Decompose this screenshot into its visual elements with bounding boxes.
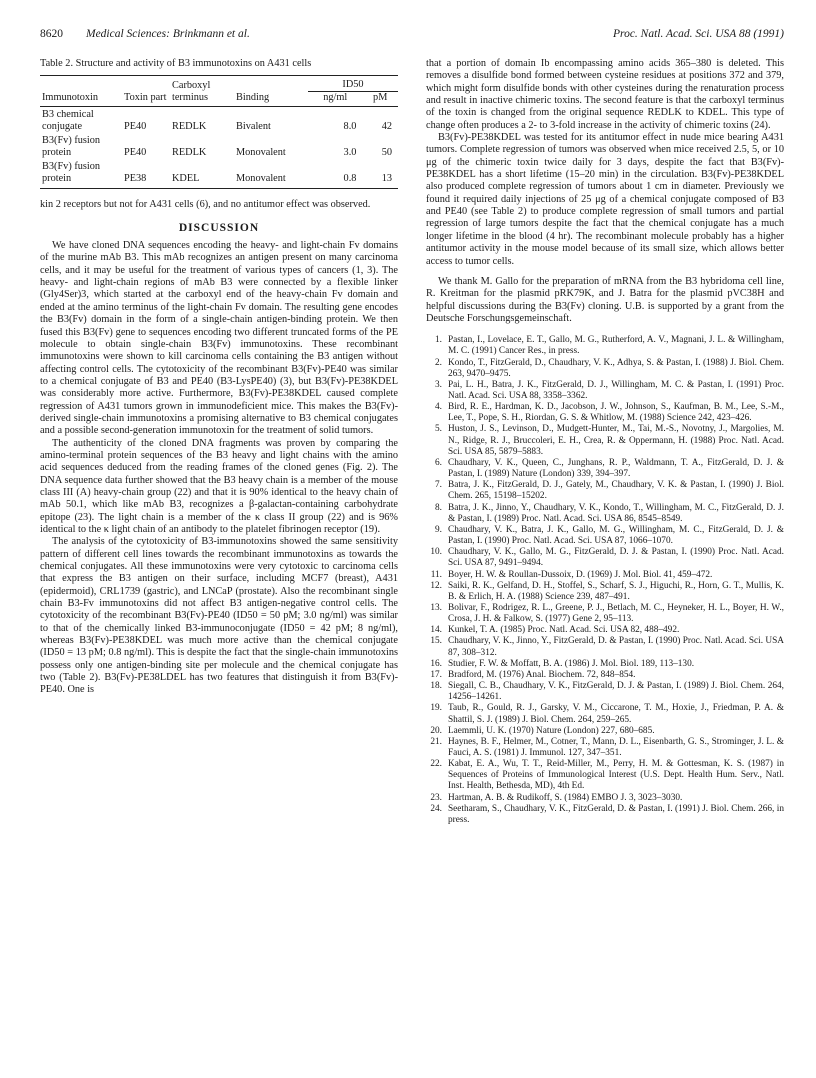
acknowledgments: We thank M. Gallo for the preparation of mRNA from the B3 hybridoma cell line, R. Kreitman for the plasmid pRK79K, and J. Batra for the plasmid pVC38H and helpful discussions during the B3(Fv) cloning. U.B. is supported by a grant from the Deutsche Forschungsgemeinschaft. — [426, 275, 784, 324]
reference-number: 18. — [430, 681, 442, 692]
reference-item — [426, 625, 784, 636]
reference-text: Bradford, M. (1976) Anal. Biochem. 72, 848–854. — [448, 669, 636, 680]
reference-item — [426, 547, 784, 569]
reference-text: Kondo, T., FitzGerald, D., Chaudhary, V. K., Adhya, S. & Pastan, I. (1988) J. Biol. Chem. 263, 9470–9475. — [448, 357, 784, 379]
reference-number: 21. — [430, 736, 442, 747]
row-pm: 50 — [381, 146, 392, 158]
row-ngml: 3.0 — [343, 146, 357, 158]
discussion-paragraph-5: B3(Fv)-PE38KDEL was tested for its antitumor effect in nude mice bearing A431 tumors. Complete regression of tumors was observed when mice received 2.5, 5, or 10 μg of the chimeric toxin twice daily for 3 days, despite the fact that B3(Fv)-PE38KDEL has a short lifetime (15–20 min) in the circulation. B3(Fv)-PE38KDEL also produced complete regression of tumors about 1 cm in diameter. Previously we found it required daily injections of 25 μg of a chemical conjugate composed of B3 and PE40 (see Table 2) to produce complete regression of small tumors and partial regression of large tumors despite the fact that the chemical conjugate has a much longer lifetime in the blood (4 hr). The recombinant molecule probably has a higher antitumor activity in the mouse model because of its small size, which allows better access to tumor cells. — [426, 132, 784, 267]
col-pm: pM — [362, 91, 398, 107]
col-carboxyl-terminus: Carboxyl terminus — [170, 76, 234, 107]
section-title: Medical Sciences: Brinkmann et al. — [86, 28, 250, 40]
row-toxin: PE38 — [122, 159, 170, 189]
discussion-paragraph-4: that a portion of domain Ib encompassing amino acids 365–380 is deleted. This removes a disulfide bond formed between cysteine residues at positions 372 and 379, which might form disulfide bonds with other cysteines during the renaturation process and result in inactive chimeric toxins. The second feature is that the carboxyl terminus of the toxin is changed from the original sequence REDLK to KDEL. This type of change often produces a 2- to 3-fold increase in the activity of chimeric toxins (24). — [426, 58, 784, 131]
reference-item — [426, 659, 784, 670]
reference-text: Boyer, H. W. & Roullan-Dussoix, D. (1969) J. Mol. Biol. 41, 459–472. — [448, 569, 713, 580]
reference-item — [426, 581, 784, 603]
reference-text: Studier, F. W. & Moffatt, B. A. (1986) J. Mol. Biol. 189, 113–130. — [448, 658, 695, 669]
running-header — [40, 28, 784, 44]
reference-item — [426, 380, 784, 402]
reference-number: 24. — [430, 803, 442, 814]
reference-item — [426, 670, 784, 681]
reference-item — [426, 726, 784, 737]
reference-text: Seetharam, S., Chaudhary, V. K., FitzGerald, D. & Pastan, I. (1991) J. Biol. Chem. 266, in press. — [448, 803, 784, 825]
reference-number: 9. — [435, 524, 442, 535]
col-toxin-part: Toxin part — [122, 76, 170, 107]
reference-item — [426, 525, 784, 547]
reference-text: Chaudhary, V. K., Queen, C., Junghans, R. P., Waldmann, T. A., FitzGerald, D. J. & Pastan, I. (1989) Nature (London) 339, 394–397. — [448, 457, 784, 480]
reference-item — [426, 570, 784, 581]
row-binding: Bivalent — [236, 120, 271, 132]
reference-text: Laemmli, U. K. (1970) Nature (London) 227, 680–685. — [448, 725, 655, 736]
table-caption: Table 2. Structure and activity of B3 immunotoxins on A431 cells — [40, 58, 312, 69]
reference-item — [426, 703, 784, 725]
reference-text: Batra, J. K., FitzGerald, D. J., Gately, M., Chaudhary, V. K. & Pastan, I. (1990) J. Biol. Chem. 265, 15198–15202. — [448, 480, 784, 502]
col-ngml: ng/ml — [308, 91, 362, 107]
row-binding: Monovalent — [236, 146, 286, 158]
reference-item — [426, 424, 784, 457]
reference-text: Taub, R., Gould, R. J., Garsky, V. M., Ciccarone, T. M., Hoxie, J., Friedman, P. A. & Shattil, S. J. (1989) J. Biol. Chem. 264, 259–265. — [448, 703, 784, 725]
reference-number: 13. — [430, 602, 442, 613]
reference-text: Bolivar, F., Rodrigez, R. L., Greene, P. J., Betlach, M. C., Heyneker, H. L., Boyer, H. W., Crosa, J. H. & Falkow, S. (1977) Gene 2, 95–113. — [448, 602, 784, 625]
reference-item — [426, 636, 784, 658]
table-row — [40, 107, 398, 134]
reference-number: 5. — [435, 424, 442, 435]
row-name: B3 chemical conjugate — [42, 109, 94, 132]
discussion-paragraph-2: The authenticity of the cloned DNA fragments was proven by comparing the amino-terminal protein sequences of the B3 heavy and light chains with the amino acid sequences deduced from the reading frames of the cloned genes (Fig. 2). The DNA sequence data further showed that the B3 heavy chain is a member of the mouse class III (A) heavy-chain group (22) and that it is 90% identical to the heavy chain of mAb 50.1, which like mAb B3, recognizes a β-galactan-containing carbohydrate epitope (23). The light chain is a member of the κ class II group (22) and is 96% identical to the κ light chain of an antibody to the platelet fibrinogen receptor (19). — [40, 437, 398, 535]
reference-number: 14. — [430, 625, 442, 636]
reference-text: Bird, R. E., Hardman, K. D., Jacobson, J. W., Johnson, S., Kaufman, B. M., Lee, S.-M., Lee, T., Pope, S. H., Riordan, G. S. & Whitlow, M. (1988) Science 242, 423–426. — [448, 402, 784, 424]
reference-number: 8. — [435, 502, 442, 513]
row-ngml: 8.0 — [343, 120, 357, 132]
reference-number: 1. — [435, 335, 442, 346]
right-column — [426, 58, 784, 826]
row-binding: Monovalent — [234, 159, 308, 189]
journal-citation: Proc. Natl. Acad. Sci. USA 88 (1991) — [613, 28, 784, 40]
discussion-paragraph-1: We have cloned DNA sequences encoding the heavy- and light-chain Fv domains of the murine mAb B3. This mAb recognizes an antigen present on many carcinoma cells, and it may be useful for the treatment of various types of cancers (1, 3). The heavy- and light-chain regions of mAb B3 were connected by a flexible linker (Gly4Ser)3, which started at the carboxyl end of the heavy-chain Fv domain and ended at the amino terminus of the light-chain Fv domain. The resulting gene encodes the B3(Fv) domain in the form of a single-chain antigen-binding protein. We then fused this B3(Fv) gene to sequences encoding two different truncated forms of the PE molecule to obtain single-chain B3(Fv) immunotoxins. These recombinant immunotoxins were shown to kill carcinoma cells containing the B3 antigen without affecting control cells. The cytotoxicity of the recombinant B3(Fv)-PE40 was similar to a chemical conjugate of B3 and PE40 (B3-LysPE40) (3), but B3(Fv)-PE38KDEL was considerably more active. Furthermore, B3(Fv)-PE38KDEL caused complete regression of A431 tumors grown in immunodeficient mice. This makes the B3(Fv)-derived single-chain immunotoxins a promising alternative to B3 chemical conjugates and a possible second-generation immunotoxin for the treatment of solid tumors. — [40, 240, 398, 437]
row-pm: 42 — [381, 120, 392, 132]
reference-number: 11. — [430, 569, 442, 580]
reference-item — [426, 503, 784, 525]
reference-number: 3. — [435, 379, 442, 390]
reference-text: Chaudhary, V. K., Jinno, Y., FitzGerald, D. & Pastan, I. (1990) Proc. Natl. Acad. Sci. USA 87, 308–312. — [448, 636, 784, 658]
reference-number: 10. — [430, 547, 442, 558]
row-name: B3(Fv) fusion protein — [42, 135, 101, 158]
reference-item — [426, 681, 784, 703]
reference-text: Huston, J. S., Levinson, D., Mudgett-Hunter, M., Tai, M.-S., Novotny, J., Margolies, M. N., Ridge, R. J., Bruccoleri, E. H., Crea, R. & Oppermann, H. (1988) Proc. Natl. Acad. Sci. USA 85, 5879–5883. — [448, 424, 784, 457]
reference-number: 4. — [435, 402, 442, 413]
row-terminus: KDEL — [170, 159, 234, 189]
reference-number: 23. — [430, 792, 442, 803]
reference-number: 20. — [430, 725, 442, 736]
reference-item — [426, 402, 784, 424]
reference-item — [426, 804, 784, 826]
reference-number: 12. — [430, 580, 442, 591]
row-name: B3(Fv) fusion protein — [40, 159, 122, 189]
reference-item — [426, 759, 784, 792]
reference-text: Batra, J. K., Jinno, Y., Chaudhary, V. K., Kondo, T., Willingham, M. C., FitzGerald, D. J. & Pastan, I. (1989) Proc. Natl. Acad. Sci. USA 86, 8545–8549. — [448, 502, 784, 524]
reference-list — [426, 335, 784, 826]
reference-text: Haynes, B. F., Helmer, M., Cotner, T., Mann, D. L., Eisenbarth, G. S., Strominger, J. L. & Fauci, A. S. (1981) J. Immunol. 127, 347–351. — [448, 736, 784, 758]
reference-item — [426, 458, 784, 480]
reference-item — [426, 358, 784, 380]
reference-item — [426, 603, 784, 625]
discussion-heading: DISCUSSION — [178, 221, 260, 234]
row-ngml: 0.8 — [308, 159, 362, 189]
table-row — [40, 133, 398, 159]
immunotoxin-table — [40, 75, 398, 189]
reference-text: Pai, L. H., Batra, J. K., FitzGerald, D. J., Willingham, M. C. & Pastan, I. (1991) Proc. Natl. Acad. Sci. USA 88, 3358–3362. — [448, 379, 784, 401]
reference-number: 22. — [430, 759, 442, 770]
reference-text: Hartman, A. B. & Rudikoff, S. (1984) EMBO J. 3, 3023–3030. — [448, 792, 683, 803]
col-immunotoxin: Immunotoxin — [40, 76, 122, 107]
page-number: 8620 — [40, 28, 63, 40]
reference-number: 16. — [430, 658, 442, 669]
reference-number: 6. — [435, 457, 442, 468]
discussion-paragraph-3: The analysis of the cytotoxicity of B3-immunotoxins showed the same sensitivity pattern of different cell lines towards the recombinant immunotoxins as towards the chemical conjugates. All these immunotoxins were very cytotoxic to carcinoma cells that express the B3 antigen on their surface, including MCF7 (breast), A431 (epidermoid), CRL1739 (gastric), and LNCaP (prostate). Also the recombinant single chain B3-Fv immunotoxins did not affect B3 antigen-negative control cells. The cytotoxicity of the recombinant B3(Fv)-PE40 (ID50 = 50 pM; 3.0 ng/ml) was similar to that of the chemically linked B3-immunoconjugate (ID50 = 42 pM; 8 ng/ml), whereas B3(Fv)-PE38KDEL was much more active than the chemical conjugate (ID50 = 13 pM; 0.8 ng/ml). This is despite the fact that the single-chain immunotoxins possess only one antigen-binding site per molecule and the chemical conjugate has two (Table 2). B3(Fv)-PE38LDEL has two features that distinguish it from B3(Fv)-PE40. One is — [40, 536, 398, 696]
reference-text: Kunkel, T. A. (1985) Proc. Natl. Acad. Sci. USA 82, 488–492. — [448, 625, 680, 636]
reference-text: Kabat, E. A., Wu, T. T., Reid-Miller, M., Perry, H. M. & Gottesman, K. S. (1987) in Sequences of Proteins of Immunological Interest (U.S. Dept. Health Hum. Serv., Natl. Inst. Health, Bethesda, MD), 4th Ed. — [448, 759, 784, 792]
reference-item — [426, 335, 784, 357]
reference-number: 19. — [430, 703, 442, 714]
reference-number: 15. — [430, 636, 442, 647]
col-id50: ID50 — [308, 76, 398, 92]
reference-number: 2. — [435, 357, 442, 368]
left-column — [40, 58, 398, 697]
reference-text: Pastan, I., Lovelace, E. T., Gallo, M. G., Rutherford, A. V., Magnani, J. L. & Willingham, M. C. (1991) Cancer Res., in press. — [448, 335, 784, 357]
row-terminus: REDLK — [172, 120, 207, 132]
row-terminus: REDLK — [172, 146, 207, 158]
col-binding: Binding — [234, 76, 308, 107]
reference-item — [426, 737, 784, 759]
reference-text: Siegall, C. B., Chaudhary, V. K., FitzGerald, D. J. & Pastan, I. (1989) J. Biol. Chem. 264, 14256–14261. — [448, 681, 784, 703]
row-pm: 13 — [362, 159, 398, 189]
table-row — [40, 159, 398, 189]
reference-number: 17. — [430, 669, 442, 680]
reference-text: Chaudhary, V. K., Batra, J. K., Gallo, M. G., Willingham, M. C., FitzGerald, D. J. & Pastan, I. (1990) Proc. Natl. Acad. Sci. USA 87, 1066–1070. — [448, 524, 784, 547]
reference-item — [426, 480, 784, 502]
reference-item — [426, 793, 784, 804]
row-toxin: PE40 — [124, 120, 147, 132]
reference-text: Saiki, R. K., Gelfand, D. H., Stoffel, S., Scharf, S. J., Higuchi, R., Horn, G. T., Mullis, K. B. & Erlich, H. A. (1988) Science 239, 487–491. — [448, 580, 784, 602]
continuation-paragraph: kin 2 receptors but not for A431 cells (6), and no antitumor effect was observed. — [40, 199, 371, 211]
reference-text: Chaudhary, V. K., Gallo, M. G., FitzGerald, D. J. & Pastan, I. (1990) Proc. Natl. Acad. Sci. USA 87, 9491–9494. — [448, 547, 784, 569]
reference-number: 7. — [435, 480, 442, 491]
row-toxin: PE40 — [124, 146, 147, 158]
